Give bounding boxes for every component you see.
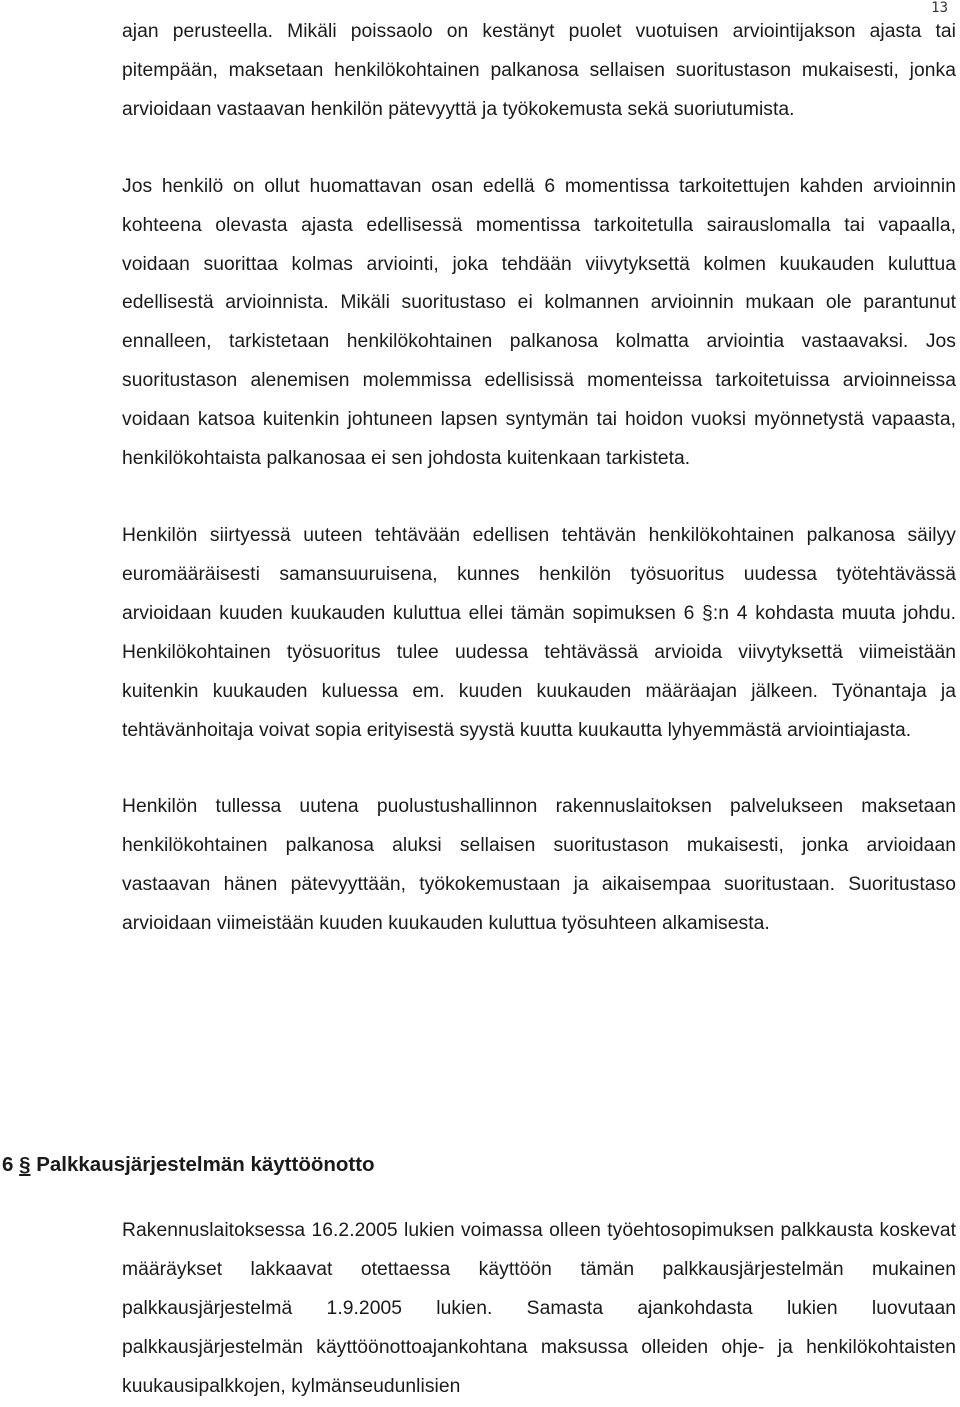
paragraph-absence-assessment: ajan perusteella. Mikäli poissaolo on kestänyt puolet vuotuisen arviointijakson ajasta tai pitempään, maksetaan henkilökohtainen palkanosa sellaisen suoritustason mukaisesti, jonka arvioidaan vastaavan henkilön pätevyyttä ja työkokemusta sekä suoriutumista.	[122, 21, 956, 120]
page-number: 13	[931, 0, 948, 16]
paragraph-new-task-transfer: Henkilön siirtyessä uuteen tehtävään edellisen tehtävän henkilökohtainen palkanosa säilyy euromääräisesti samansuuruisena, kunnes henkilön työsuoritus uudessa työtehtävässä arvioidaan kuuden kuukauden kuluttua ellei tämän sopimuksen 6 §:n 4 kohdasta muuta johdu. Henkilökohtainen työsuoritus tulee uudessa tehtävässä arvioida viivytyksettä viimeistään kuitenkin kuukauden kuluessa em. kuuden kuukauden määräajan jälkeen. Työnantaja ja tehtävänhoitaja voivat sopia erityisestä syystä kuutta kuukautta lyhyemmästä arviointiajasta.	[122, 524, 956, 741]
paragraph-system-adoption: Rakennuslaitoksessa 16.2.2005 lukien voimassa olleen työehtosopimuksen palkkausta koskevat määräykset lakkaavat otettaessa käyttöön tämän palkkausjärjestelmän mukainen palkkausjärjestelmä 1.9.2005 lukien. Samasta ajankohdasta lukien luovutaan palkkausjärjestelmän käyttöönottoajankohtana maksussa olleiden ohje- ja henkilökohtaisten kuukausipalkkojen, kylmänseudunlisien	[122, 1220, 956, 1397]
section-heading	[2, 1148, 375, 1182]
paragraph-new-employee: Henkilön tullessa uutena puolustushallinnon rakennuslaitoksen palvelukseen maksetaan henkilökohtainen palkanosa aluksi sellaisen suoritustason mukaisesti, jonka arvioidaan vastaavan hänen pätevyyttään, työkokemustaan ja aikaisempaa suoritustaan. Suoritustaso arvioidaan viimeistään kuuden kuukauden kuluttua työsuhteen alkamisesta.	[122, 796, 956, 935]
document-body	[122, 13, 956, 944]
section-number: 6	[2, 1153, 14, 1176]
section-title: Palkkausjärjestelmän käyttöönotto	[36, 1153, 375, 1176]
section-symbol: §	[19, 1153, 31, 1176]
section-body	[122, 1212, 956, 1407]
paragraph-third-assessment: Jos henkilö on ollut huomattavan osan edellä 6 momentissa tarkoitettujen kahden arvioinnin kohteena olevasta ajasta edellisessä momentissa tarkoitetulla sairauslomalla tai vapaalla, voidaan suorittaa kolmas arviointi, joka tehdään viivytyksettä kolmen kuukauden kuluttua edellisestä arvioinnista. Mikäli suoritustaso ei kolmannen arvioinnin mukaan ole parantunut ennalleen, tarkistetaan henkilökohtainen palkanosa kolmatta arviointia vastaavaksi. Jos suoritustason alenemisen molemmissa edellisissä momenteissa tarkoitetuissa arvioinneissa voidaan katsoa kuitenkin johtuneen lapsen syntymän tai hoidon vuoksi myönnetystä vapaasta, henkilökohtaista palkanosaa ei sen johdosta kuitenkaan tarkisteta.	[122, 175, 956, 470]
